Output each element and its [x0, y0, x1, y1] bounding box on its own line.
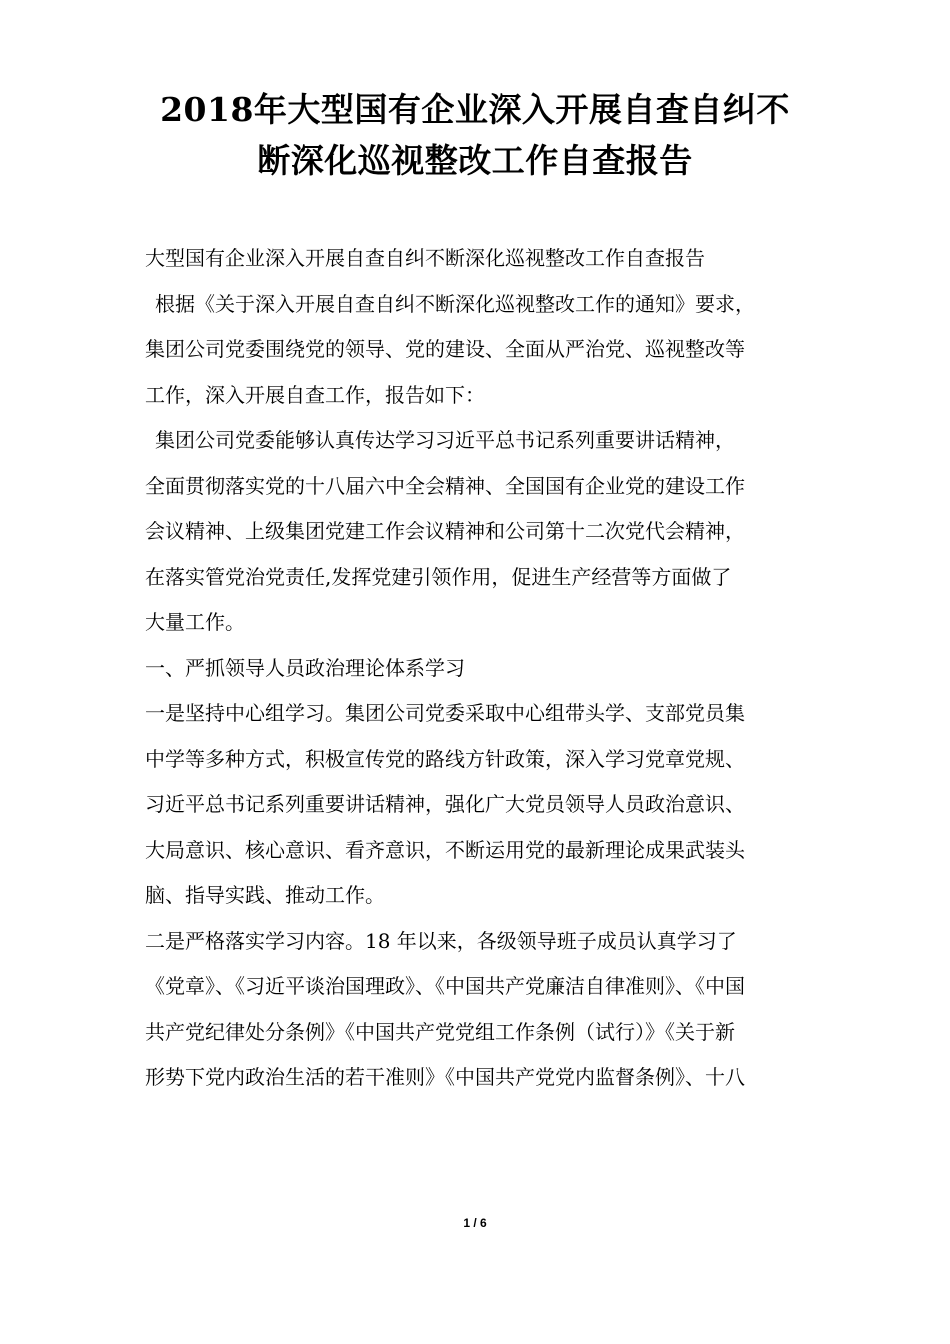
paragraph-line: 二是严格落实学习内容。18 年以来，各级领导班子成员认真学习了 [145, 928, 737, 953]
paragraph-line: 习近平总书记系列重要讲话精神，强化广大党员领导人员政治意识、 [145, 792, 745, 816]
title-line-2: 断深化巡视整改工作自查报告 [257, 141, 693, 180]
paragraph-line: 集团公司党委能够认真传达学习习近平总书记系列重要讲话精神， [155, 428, 735, 452]
section-heading: 一、严抓领导人员政治理论体系学习 [145, 655, 465, 680]
document-title [130, 84, 820, 186]
page-number: 1 / 6 [463, 1216, 487, 1230]
paragraph-line: 形势下党内政治生活的若干准则》《中国共产党党内监督条例》、十八 [145, 1065, 745, 1089]
paragraph-line: 中学等多种方式，积极宣传党的路线方针政策，深入学习党章党规、 [145, 746, 745, 771]
paragraph-line: 集团公司党委围绕党的领导、党的建设、全面从严治党、巡视整改等 [145, 337, 745, 361]
paragraph-line: 共产党纪律处分条例》《中国共产党党组工作条例（试行）》《关于新 [145, 1019, 735, 1044]
paragraph-line: 大局意识、核心意识、看齐意识，不断运用党的最新理论成果武装头 [145, 837, 745, 862]
paragraph-line: 大量工作。 [145, 610, 245, 634]
paragraph-line: 脑、指导实践、推动工作。 [145, 883, 385, 907]
paragraph-line: 《党章》、《习近平谈治国理政》、《中国共产党廉洁自律准则》、《中国 [145, 974, 745, 998]
paragraph-line: 在落实管党治党责任,发挥党建引领作用，促进生产经营等方面做了 [145, 564, 732, 589]
subtitle-line: 大型国有企业深入开展自查自纠不断深化巡视整改工作自查报告 [145, 246, 705, 270]
paragraph-line: 一是坚持中心组学习。集团公司党委采取中心组带头学、支部党员集 [145, 701, 745, 725]
paragraph-line: 全面贯彻落实党的十八届六中全会精神、全国国有企业党的建设工作 [145, 473, 745, 498]
title-line-1: 2018年大型国有企业深入开展自查自纠不 [160, 90, 790, 129]
paragraph-line: 工作，深入开展自查工作，报告如下： [145, 382, 485, 407]
document-body [145, 236, 825, 1101]
paragraph-line: 根据《关于深入开展自查自纠不断深化巡视整改工作的通知》要求， [155, 291, 755, 316]
paragraph-line: 会议精神、上级集团党建工作会议精神和公司第十二次党代会精神， [145, 519, 745, 543]
